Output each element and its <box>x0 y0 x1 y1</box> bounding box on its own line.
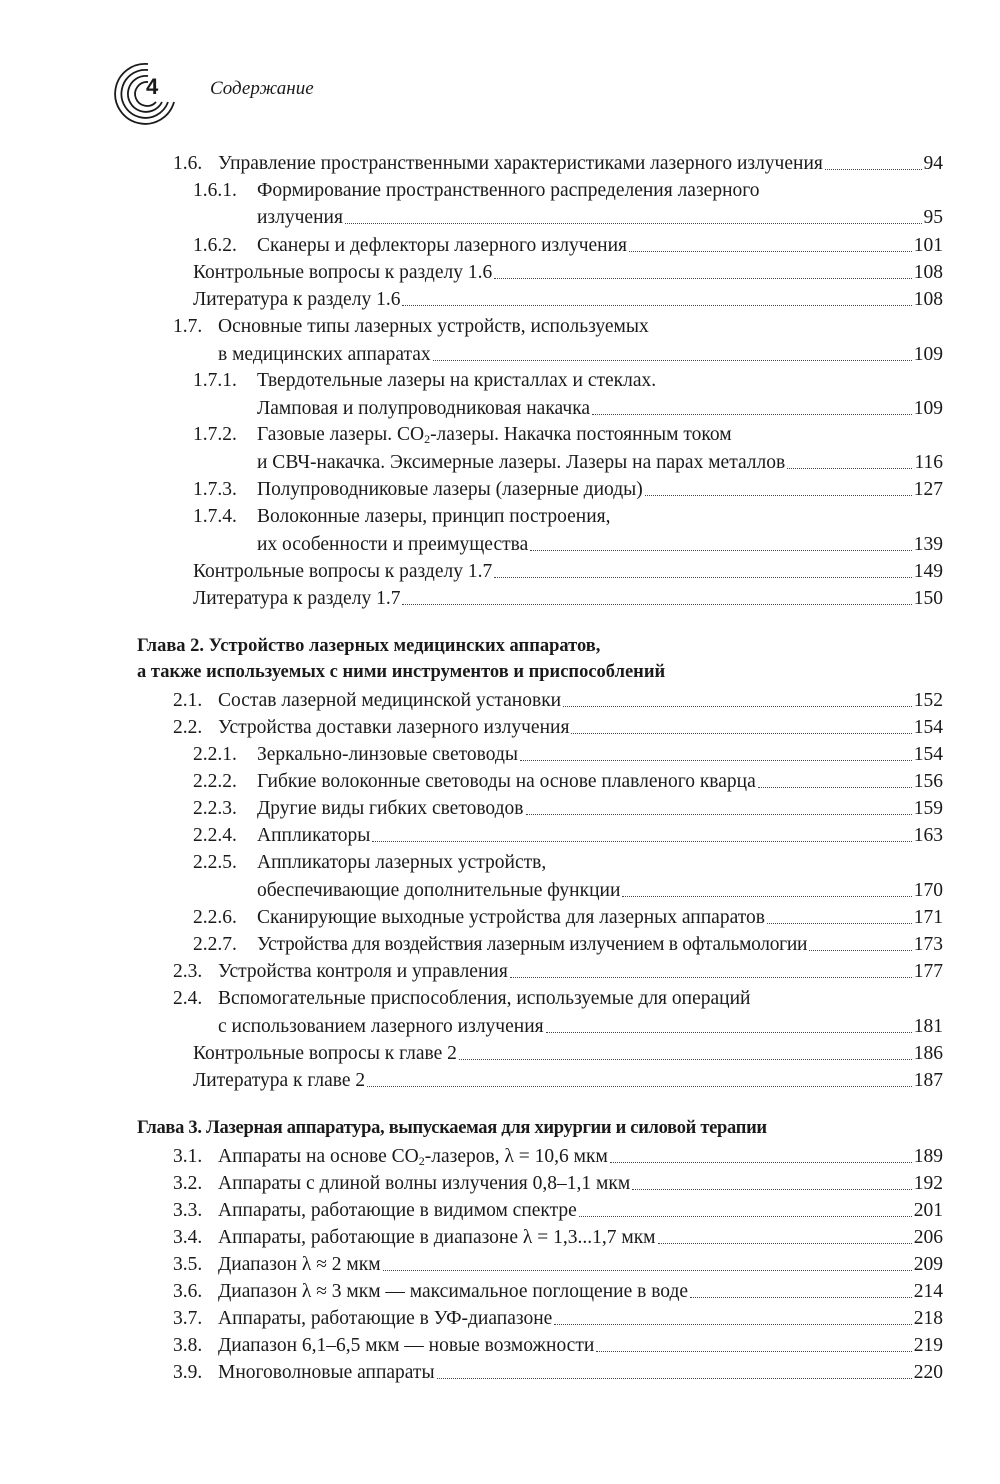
entry-title: Другие виды гибких световодов <box>257 798 524 819</box>
entry-page: 170 <box>913 880 943 901</box>
toc-entry[interactable]: 2.2.4. Аппликаторы 163 <box>193 825 943 846</box>
toc-entry[interactable]: 2.2.6. Сканирующие выходные устройства для лазерных аппаратов 171 <box>193 907 943 928</box>
entry-title: Сканирующие выходные устройства для лазерных аппаратов <box>257 907 765 928</box>
entry-title: Ламповая и полупроводниковая накачка <box>257 398 591 419</box>
entry-page: 108 <box>913 262 943 283</box>
entry-title: и СВЧ-накачка. Эксимерные лазеры. Лазеры на парах металлов <box>257 452 786 473</box>
entry-title: Многоволновые аппараты <box>218 1362 435 1383</box>
entry-title: Контрольные вопросы к разделу 1.7 <box>193 561 493 582</box>
entry-page: 139 <box>913 534 943 555</box>
toc-entry[interactable]: 3.7. Аппараты, работающие в УФ-диапазоне 218 <box>173 1308 943 1329</box>
toc-entry[interactable]: 3.6. Диапазон λ ≈ 3 мкм — максимальное поглощение в воде 214 <box>173 1281 943 1302</box>
entry-page: 181 <box>913 1016 943 1037</box>
toc-entry[interactable]: 1.6. Управление пространственными характеристиками лазерного излучения 94 <box>173 153 943 174</box>
toc-entry[interactable] <box>193 257 943 285</box>
entry-title: с использованием лазерного излучения <box>218 1016 544 1037</box>
entry-title: Зеркально-линзовые световоды <box>257 744 518 765</box>
entry-page: 220 <box>913 1362 943 1383</box>
toc-entry[interactable] <box>193 583 943 611</box>
toc-entry[interactable] <box>193 284 943 312</box>
toc-entry[interactable]: 3.3. Аппараты, работающие в видимом спектре 201 <box>173 1200 943 1221</box>
toc-entry-line: 2.2.5. Аппликаторы лазерных устройств, <box>193 852 547 873</box>
toc-entry[interactable]: 3.1. Аппараты на основе $СО_2$-лазеров, λ = 10,6 мкм 189 <box>173 1146 943 1168</box>
toc-entry[interactable] <box>257 875 943 903</box>
entry-title: Диапазон λ ≈ 2 мкм <box>218 1254 381 1275</box>
toc-entry-line: 1.7. Основные типы лазерных устройств, используемых <box>173 316 649 337</box>
toc-entry[interactable]: 3.9. Многоволновые аппараты 220 <box>173 1362 943 1383</box>
entry-title: Литература к главе 2 <box>193 1070 366 1091</box>
entry-page: 149 <box>913 561 943 582</box>
entry-page: 218 <box>913 1308 943 1329</box>
chapter-heading-line2: а также используемых с ними инструментов и приспособлений <box>137 662 666 682</box>
entry-title: Аппараты, работающие в диапазоне λ = 1,3...1,7 мкм <box>218 1227 656 1248</box>
toc-entry-line: 1.6.1. Формирование пространственного распределения лазерного <box>193 180 760 201</box>
entry-title: Диапазон λ ≈ 3 мкм — максимальное поглощение в воде <box>218 1281 689 1302</box>
toc-entry[interactable] <box>218 1011 943 1039</box>
toc-entry[interactable] <box>257 393 943 421</box>
page-number: 4 <box>146 74 159 99</box>
swirl-logo-icon <box>108 58 180 130</box>
toc-entry[interactable]: 2.1. Состав лазерной медицинской установки 152 <box>173 690 943 711</box>
entry-page: 101 <box>913 235 943 256</box>
page-header <box>108 58 508 128</box>
entry-page: 109 <box>913 398 943 419</box>
entry-page: 154 <box>913 717 943 738</box>
entry-title: в медицинских аппаратах <box>218 344 431 365</box>
toc-entry[interactable]: 3.5. Диапазон λ ≈ 2 мкм 209 <box>173 1254 943 1275</box>
toc-entry[interactable]: 3.8. Диапазон 6,1–6,5 мкм — новые возможности 219 <box>173 1335 943 1356</box>
toc-entry[interactable] <box>193 1065 943 1093</box>
entry-page: 95 <box>923 207 943 228</box>
toc-entry[interactable] <box>193 1038 943 1066</box>
entry-title: Гибкие волоконные световоды на основе плавленого кварца <box>257 771 756 792</box>
entry-page: 163 <box>913 825 943 846</box>
entry-page: 154 <box>913 744 943 765</box>
entry-page: 206 <box>913 1227 943 1248</box>
entry-page: 214 <box>913 1281 943 1302</box>
toc-entry[interactable]: 2.2. Устройства доставки лазерного излучения 154 <box>173 717 943 738</box>
running-title: Содержание <box>210 78 314 99</box>
toc-entry[interactable] <box>193 556 943 584</box>
toc-entry[interactable] <box>257 529 943 557</box>
entry-page: 116 <box>914 452 943 473</box>
toc-entry-line: 1.7.4. Волоконные лазеры, принцип построения, <box>193 506 611 527</box>
entry-page: 108 <box>913 289 943 310</box>
toc-entry[interactable]: 2.2.7. Устройства для воздействия лазерным излучением в офтальмологии 173 <box>193 934 943 955</box>
entry-title: излучения <box>257 207 343 228</box>
toc-entry[interactable]: 2.3. Устройства контроля и управления 177 <box>173 961 943 982</box>
entry-title: Сканеры и дефлекторы лазерного излучения <box>257 235 628 256</box>
entry-page: 209 <box>913 1254 943 1275</box>
chapter-heading[interactable]: Глава 3. Лазерная аппаратура, выпускаемая для хирургии и силовой терапии <box>137 1118 767 1138</box>
entry-page: 94 <box>923 153 943 174</box>
entry-title: Литература к разделу 1.7 <box>193 588 401 609</box>
entry-page: 177 <box>913 961 943 982</box>
toc-entry[interactable]: 2.2.1. Зеркально-линзовые световоды 154 <box>193 744 943 765</box>
entry-title: Полупроводниковые лазеры (лазерные диоды) <box>257 479 643 500</box>
entry-title: Устройства доставки лазерного излучения <box>218 717 570 738</box>
toc-entry[interactable]: 2.2.3. Другие виды гибких световодов 159 <box>193 798 943 819</box>
toc-entry-line: 1.7.1. Твердотельные лазеры на кристаллах и стеклах. <box>193 370 657 391</box>
entry-page: 186 <box>913 1043 943 1064</box>
toc-entry[interactable]: 3.2. Аппараты с длиной волны излучения 0,8–1,1 мкм 192 <box>173 1173 943 1194</box>
entry-title: Управление пространственными характеристиками лазерного излучения <box>218 153 823 174</box>
entry-title: их особенности и преимущества <box>257 534 529 555</box>
toc-entry[interactable] <box>218 339 943 367</box>
toc-entry-line: 1.7.2. Газовые лазеры. $СО_2$-лазеры. Накачка постоянным током <box>193 424 732 446</box>
entry-title: Контрольные вопросы к разделу 1.6 <box>193 262 493 283</box>
toc-entry[interactable]: 2.2.2. Гибкие волоконные световоды на основе плавленого кварца 156 <box>193 771 943 792</box>
entry-page: 152 <box>913 690 943 711</box>
entry-title: Аппараты на основе $СО_2$-лазеров, λ = 10,6 мкм <box>218 1146 608 1168</box>
entry-title: Устройства контроля и управления <box>218 961 508 982</box>
chapter-heading[interactable]: Глава 2. Устройство лазерных медицинских аппаратов, <box>137 636 601 656</box>
entry-page: 219 <box>913 1335 943 1356</box>
entry-page: 127 <box>913 479 943 500</box>
entry-title: Аппараты, работающие в видимом спектре <box>218 1200 577 1221</box>
entry-page: 201 <box>913 1200 943 1221</box>
entry-page: 159 <box>913 798 943 819</box>
toc-entry[interactable]: 3.4. Аппараты, работающие в диапазоне λ = 1,3...1,7 мкм 206 <box>173 1227 943 1248</box>
entry-title: Контрольные вопросы к главе 2 <box>193 1043 457 1064</box>
entry-page: 189 <box>913 1146 943 1167</box>
entry-page: 109 <box>913 344 943 365</box>
entry-title: Аппараты, работающие в УФ-диапазоне <box>218 1308 553 1329</box>
entry-title: Устройства для воздействия лазерным излучением в офтальмологии <box>257 934 808 955</box>
entry-title: Диапазон 6,1–6,5 мкм — новые возможности <box>218 1335 595 1356</box>
entry-title: Аппараты с длиной волны излучения 0,8–1,1 мкм <box>218 1173 631 1194</box>
entry-title: Аппликаторы <box>257 825 371 846</box>
entry-title: обеспечивающие дополнительные функции <box>257 880 621 901</box>
entry-page: 173 <box>913 934 943 955</box>
entry-page: 171 <box>913 907 943 928</box>
toc-entry[interactable] <box>257 202 943 230</box>
toc-entry[interactable]: 1.6.2. Сканеры и дефлекторы лазерного излучения 101 <box>193 235 943 256</box>
entry-page: 156 <box>913 771 943 792</box>
toc-entry[interactable]: 1.7.3. Полупроводниковые лазеры (лазерные диоды) 127 <box>193 479 943 500</box>
toc-entry-line: 2.4. Вспомогательные приспособления, используемые для операций <box>173 988 751 1009</box>
entry-title: Состав лазерной медицинской установки <box>218 690 562 711</box>
entry-page: 150 <box>913 588 943 609</box>
entry-page: 187 <box>913 1070 943 1091</box>
toc-entry[interactable] <box>257 447 943 475</box>
entry-page: 192 <box>913 1173 943 1194</box>
entry-title: Литература к разделу 1.6 <box>193 289 401 310</box>
